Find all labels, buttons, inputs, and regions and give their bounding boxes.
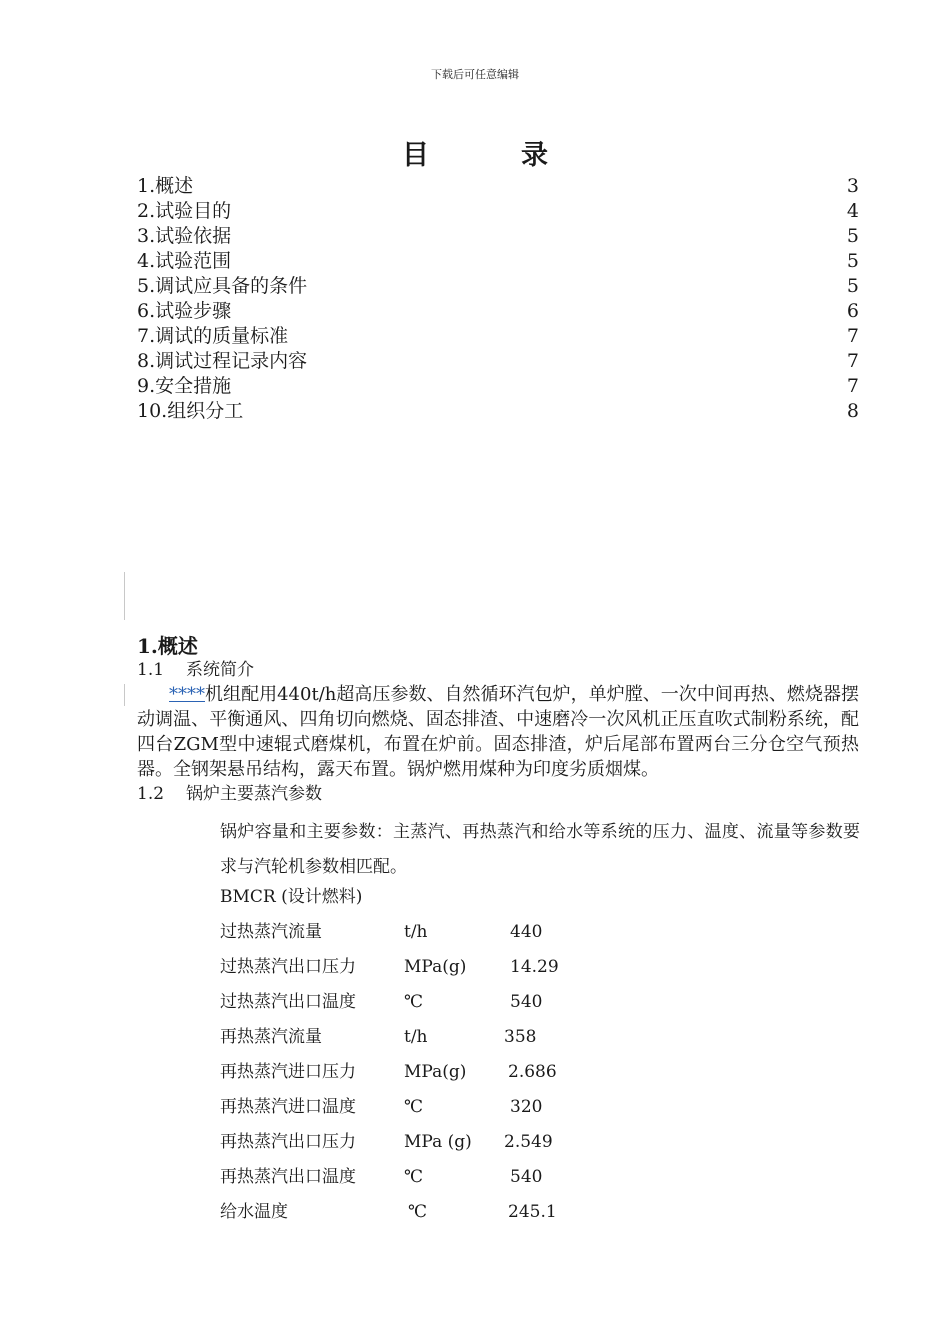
subsection-title: 系统简介	[186, 660, 255, 680]
toc-entry-page: 5	[846, 275, 859, 297]
intro-paragraph	[137, 682, 859, 782]
toc-entry[interactable]	[137, 224, 859, 249]
toc-entry-page: 7	[846, 375, 859, 397]
capacity-paragraph: 锅炉容量和主要参数：主蒸汽、再热蒸汽和给水等系统的压力、温度、流量等参数要求与汽轮机参数相匹配。	[220, 822, 860, 877]
toc-entry-page: 6	[846, 300, 859, 322]
table-of-contents	[137, 174, 859, 424]
subsection-number: 1.2	[137, 784, 165, 804]
toc-entry-page: 3	[846, 175, 859, 197]
parameter-row	[220, 1165, 720, 1200]
toc-entry[interactable]	[137, 349, 859, 374]
parameter-value: 2.549	[504, 1132, 553, 1152]
toc-title	[0, 133, 950, 172]
toc-title-right: 录	[521, 140, 548, 171]
parameter-name: 过热蒸汽出口温度	[220, 992, 356, 1012]
steam-parameter-list	[220, 920, 720, 1235]
toc-entry[interactable]	[137, 299, 859, 324]
toc-entry-label: 2.试验目的	[137, 200, 232, 222]
toc-entry-label: 1.概述	[137, 175, 194, 197]
parameter-value: 14.29	[510, 957, 559, 977]
toc-entry-label: 8.调试过程记录内容	[137, 350, 308, 372]
toc-title-left: 目	[402, 140, 429, 171]
parameter-name: 再热蒸汽进口压力	[220, 1062, 356, 1082]
subsection-heading	[137, 782, 322, 806]
toc-entry-page: 8	[846, 400, 859, 422]
toc-entry-label: 5.调试应具备的条件	[137, 275, 308, 297]
page-header-note: 下载后可任意编辑	[431, 68, 519, 81]
toc-entry[interactable]	[137, 174, 859, 199]
intro-text: 机组配用440t/h超高压参数、自然循环汽包炉，单炉膛、一次中间再热、燃烧器摆动调温、平衡通风、四角切向燃烧、固态排渣、中速磨冷一次风机正压直吹式制粉系统，配四台ZGM型中速辊式磨煤机，布置在炉前。固态排渣，炉后尾部布置两台三分仓空气预热器。全钢架悬吊结构，露天布置。锅炉燃用煤种为印度劣质烟煤。	[137, 684, 859, 780]
toc-entry[interactable]	[137, 274, 859, 299]
parameter-name: 过热蒸汽流量	[220, 922, 322, 942]
toc-entry-page: 7	[846, 350, 859, 372]
toc-entry-label: 3.试验依据	[137, 225, 232, 247]
parameter-unit: ℃	[404, 992, 424, 1012]
subsection-title: 锅炉主要蒸汽参数	[186, 784, 323, 804]
parameter-unit: ℃	[404, 1167, 424, 1187]
parameter-value: 358	[504, 1027, 537, 1047]
toc-entry[interactable]	[137, 249, 859, 274]
subsection-heading	[137, 658, 254, 682]
parameter-value: 2.686	[508, 1062, 557, 1082]
text-cursor-marker	[124, 684, 125, 706]
parameter-unit: t/h	[404, 922, 428, 942]
toc-entry[interactable]	[137, 399, 859, 424]
toc-entry-page: 7	[846, 325, 859, 347]
parameter-unit: ℃	[404, 1097, 424, 1117]
section-heading: 1.概述	[137, 634, 198, 658]
parameter-row	[220, 1095, 720, 1130]
parameter-row	[220, 1025, 720, 1060]
toc-entry-page: 5	[846, 250, 859, 272]
toc-entry-label: 10.组织分工	[137, 400, 244, 422]
parameter-unit: MPa(g)	[404, 1062, 467, 1082]
parameter-name: 再热蒸汽出口压力	[220, 1132, 356, 1152]
parameter-name: 过热蒸汽出口压力	[220, 957, 356, 977]
toc-entry-label: 9.安全措施	[137, 375, 232, 397]
toc-entry-label: 6.试验步骤	[137, 300, 232, 322]
page-break-marker	[124, 572, 125, 620]
parameter-value: 320	[510, 1097, 543, 1117]
bmcr-label: BMCR (设计燃料)	[220, 887, 363, 907]
parameter-row	[220, 1130, 720, 1165]
toc-entry[interactable]	[137, 324, 859, 349]
parameter-name: 再热蒸汽流量	[220, 1027, 322, 1047]
parameter-row	[220, 920, 720, 955]
parameter-row	[220, 990, 720, 1025]
parameter-row	[220, 1060, 720, 1095]
parameter-value: 440	[510, 922, 543, 942]
redacted-link[interactable]: ****	[169, 684, 205, 705]
parameter-unit: MPa(g)	[404, 957, 467, 977]
parameter-name: 再热蒸汽出口温度	[220, 1167, 356, 1187]
parameter-unit: MPa (g)	[404, 1132, 472, 1152]
toc-entry-page: 5	[846, 225, 859, 247]
toc-entry-page: 4	[846, 200, 859, 222]
parameter-name: 给水温度	[220, 1202, 288, 1222]
subsection-number: 1.1	[137, 660, 165, 680]
parameter-value: 540	[510, 992, 543, 1012]
toc-entry[interactable]	[137, 199, 859, 224]
parameter-value: 540	[510, 1167, 543, 1187]
toc-entry[interactable]	[137, 374, 859, 399]
parameter-value: 245.1	[508, 1202, 557, 1222]
parameter-unit: ℃	[408, 1202, 428, 1222]
parameter-name: 再热蒸汽进口温度	[220, 1097, 356, 1117]
toc-entry-label: 7.调试的质量标准	[137, 325, 289, 347]
parameter-unit: t/h	[404, 1027, 428, 1047]
parameter-row	[220, 955, 720, 990]
toc-entry-label: 4.试验范围	[137, 250, 232, 272]
parameter-row	[220, 1200, 720, 1235]
